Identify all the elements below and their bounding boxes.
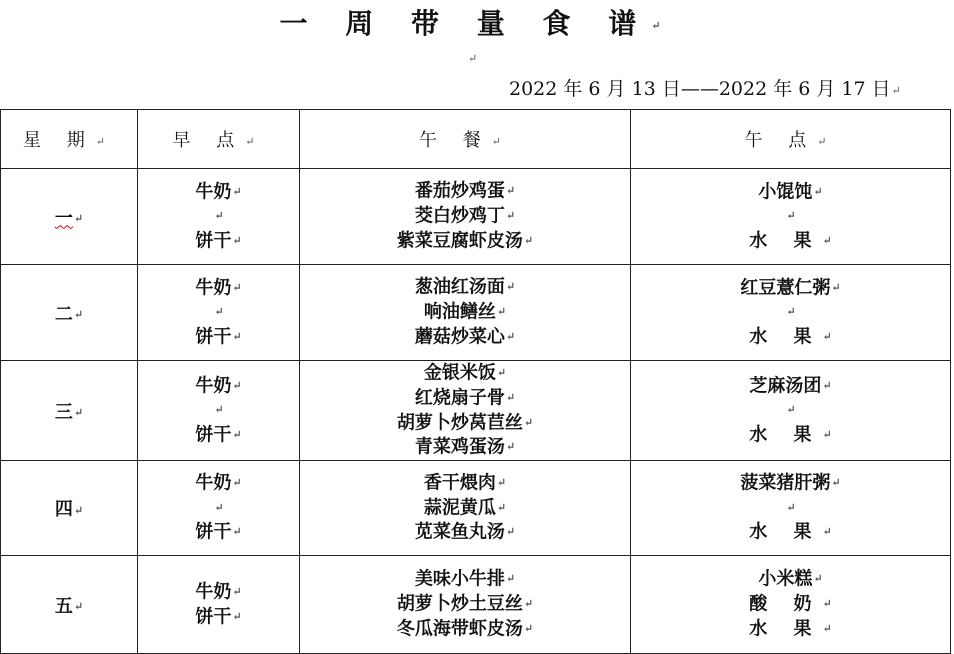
paragraph-mark-icon: ↵ [822, 378, 832, 392]
paragraph-mark-icon: ↵ [505, 525, 516, 539]
lunch-list [300, 567, 630, 641]
snack-list [631, 374, 950, 448]
paragraph-mark-icon: ↵ [73, 503, 84, 517]
paragraph-mark-icon: ↵ [822, 525, 832, 539]
lunch-item [424, 300, 506, 325]
paragraph-mark-icon: ↵ [214, 500, 224, 514]
paragraph-mark-icon: ↵ [232, 280, 242, 294]
paragraph-mark-icon: ↵ [505, 329, 516, 343]
snack-item-text: 小馄饨 [758, 180, 813, 202]
snack-item-text: 红豆薏仁粥 [740, 276, 831, 298]
lunch-cell [300, 556, 631, 654]
snack-item [749, 325, 832, 350]
breakfast-list [138, 374, 299, 448]
lunch-item [397, 229, 533, 254]
lunch-item [424, 496, 506, 521]
paragraph-mark-icon: ↵ [822, 621, 832, 635]
paragraph-mark-icon: ↵ [232, 233, 242, 247]
breakfast-item [195, 325, 241, 350]
paragraph-mark-icon: ↵ [523, 233, 534, 247]
lunch-item-text: 胡萝卜炒莴苣丝 [396, 411, 523, 433]
breakfast-cell [138, 556, 300, 654]
paragraph-mark-icon: ↵ [73, 600, 84, 613]
snack-item [740, 471, 840, 496]
paragraph-mark-icon: ↵ [491, 134, 511, 148]
snack-list [631, 180, 950, 254]
date-range-text: 2022 年 6 月 13 日——2022 年 6 月 17 日 [509, 78, 891, 100]
breakfast-item-text: 饼干 [195, 230, 232, 251]
day-cell [1, 169, 138, 265]
snack-cell [631, 556, 951, 654]
lunch-item-text: 响油鳝丝 [423, 301, 496, 323]
breakfast-item [195, 605, 241, 630]
snack-cell [631, 169, 951, 265]
day-cell [1, 556, 138, 654]
breakfast-cell [138, 169, 300, 265]
breakfast-item-text: 牛奶 [195, 581, 232, 602]
lunch-list [300, 275, 630, 349]
paragraph-mark-icon: ↵ [496, 475, 507, 489]
paragraph-mark-icon: ↵ [232, 329, 242, 343]
breakfast-list [138, 471, 299, 545]
day-label: 三 [54, 401, 73, 423]
snack-item-text: 芝麻汤团 [749, 374, 822, 396]
breakfast-item [213, 300, 223, 325]
lunch-item [415, 435, 515, 460]
lunch-item [397, 411, 533, 436]
lunch-list [300, 361, 630, 460]
date-range [509, 74, 901, 101]
breakfast-item [213, 496, 223, 521]
paragraph-mark-icon: ↵ [505, 280, 516, 294]
header-row [1, 110, 951, 169]
snack-item-text: 小米糕 [758, 568, 813, 590]
snack-item-text: 水 果 [749, 424, 822, 445]
header-cell-snack [631, 110, 951, 169]
snack-list [631, 276, 950, 350]
lunch-item [397, 592, 533, 617]
paragraph-mark-icon: ↵ [496, 366, 507, 379]
breakfast-item-text: 饼干 [195, 605, 232, 627]
page-title [0, 2, 954, 42]
snack-list [631, 471, 950, 545]
header-label: 午 点 [744, 130, 817, 151]
menu-table [0, 109, 951, 654]
lunch-item-text: 香干煨肉 [423, 472, 496, 494]
lunch-item [424, 361, 506, 386]
lunch-item-text: 蘑菇炒菜心 [414, 326, 505, 348]
breakfast-item [195, 229, 241, 254]
lunch-item [415, 386, 515, 411]
day-label: 四 [54, 499, 73, 520]
breakfast-item [195, 580, 241, 605]
breakfast-item [213, 204, 223, 229]
table-row [1, 361, 951, 461]
paragraph-mark-icon: ↵ [232, 427, 242, 441]
paragraph-mark-icon: ↵ [786, 403, 796, 417]
snack-item-text: 水 果 [749, 230, 822, 251]
lunch-item [415, 325, 515, 350]
snack-item [740, 276, 840, 301]
breakfast-item [213, 398, 223, 423]
snack-item-text: 水 果 [749, 618, 822, 640]
menu-body [1, 169, 951, 654]
lunch-item-text: 葱油红汤面 [414, 276, 505, 298]
paragraph-mark-icon: ↵ [786, 305, 796, 319]
lunch-cell [300, 461, 631, 556]
breakfast-cell [138, 361, 300, 461]
snack-list [631, 567, 950, 641]
paragraph-mark-icon: ↵ [505, 440, 516, 454]
breakfast-item [195, 180, 241, 205]
lunch-item-text: 美味小牛排 [414, 568, 505, 590]
lunch-item [397, 617, 533, 642]
paragraph-mark-icon: ↵ [496, 500, 507, 514]
lunch-item [415, 567, 515, 592]
paragraph-mark-icon: ↵ [232, 609, 242, 623]
breakfast-list [138, 180, 299, 254]
snack-item [749, 423, 832, 448]
breakfast-item [195, 471, 241, 496]
paragraph-mark-icon: ↵ [214, 305, 224, 319]
paragraph-mark-icon: ↵ [822, 597, 832, 611]
snack-cell [631, 361, 951, 461]
lunch-item-text: 苋菜鱼丸汤 [414, 521, 505, 543]
paragraph-mark-icon: ↵ [95, 134, 115, 148]
day-cell [1, 265, 138, 361]
lunch-item-text: 冬瓜海带虾皮汤 [396, 618, 523, 640]
lunch-list [300, 471, 630, 545]
breakfast-item-text: 牛奶 [195, 472, 232, 494]
paragraph-mark-icon: ↵ [232, 378, 242, 392]
day-cell [1, 461, 138, 556]
paragraph-mark-icon: ↵ [214, 403, 224, 417]
snack-cell [631, 265, 951, 361]
table-row [1, 265, 951, 361]
header-cell-breakfast [138, 110, 300, 169]
paragraph-mark-icon: ↵ [73, 406, 84, 419]
paragraph-mark-icon: ↵ [214, 209, 224, 223]
snack-item [785, 398, 795, 423]
paragraph-mark-icon: ↵ [822, 427, 832, 441]
paragraph-mark-icon: ↵ [822, 233, 832, 247]
snack-cell [631, 461, 951, 556]
breakfast-item [195, 423, 241, 448]
day-label: 一 [54, 207, 73, 229]
lunch-item-text: 青菜鸡蛋汤 [414, 436, 505, 458]
paragraph-mark-icon: ↵ [786, 209, 796, 223]
table-row [1, 169, 951, 265]
snack-item-text: 菠菜猪肝粥 [740, 472, 831, 494]
header-cell-day [1, 110, 138, 169]
breakfast-item-text: 饼干 [195, 521, 232, 543]
lunch-cell [300, 361, 631, 461]
snack-item [758, 567, 822, 592]
paragraph-mark-icon: ↵ [817, 134, 837, 148]
snack-item [749, 617, 832, 642]
day-label: 五 [54, 595, 73, 617]
breakfast-item-text: 牛奶 [195, 276, 232, 298]
title-text: 一 周 带 量 食 谱 [279, 7, 651, 40]
lunch-item-text: 金银米饭 [423, 362, 496, 384]
header-label: 早 点 [172, 130, 245, 151]
paragraph-mark-icon: ↵ [232, 184, 242, 198]
paragraph-mark-icon: ↵ [813, 184, 823, 198]
paragraph-mark-icon: ↵ [523, 415, 534, 429]
snack-item [758, 180, 822, 205]
paragraph-mark-icon: ↵ [786, 500, 796, 514]
day-label: 二 [54, 303, 73, 325]
snack-item [785, 300, 795, 325]
breakfast-list [138, 580, 299, 630]
paragraph-mark-icon: ↵ [232, 584, 242, 598]
day-cell [1, 361, 138, 461]
snack-item [749, 592, 832, 617]
breakfast-item [195, 276, 241, 301]
lunch-item-text: 紫菜豆腐虾皮汤 [396, 230, 523, 252]
paragraph-mark-icon: ↵ [245, 134, 265, 148]
lunch-item [415, 520, 515, 545]
paragraph-mark-icon: ↵ [73, 308, 84, 321]
paragraph-mark-icon: ↵ [232, 525, 242, 539]
paragraph-mark-icon: ↵ [651, 19, 675, 32]
snack-item [785, 496, 795, 521]
breakfast-item [195, 374, 241, 399]
breakfast-list [138, 276, 299, 350]
lunch-cell [300, 265, 631, 361]
paragraph-mark-icon: ↵ [831, 476, 841, 489]
breakfast-item-text: 牛奶 [195, 180, 232, 202]
table-row [1, 461, 951, 556]
breakfast-item-text: 牛奶 [195, 374, 232, 396]
lunch-cell [300, 169, 631, 265]
snack-item-text: 酸 奶 [749, 593, 822, 615]
breakfast-item-text: 饼干 [195, 326, 232, 347]
lunch-item-text: 番茄炒鸡蛋 [414, 180, 505, 202]
lunch-item [415, 204, 515, 229]
lunch-item-text: 胡萝卜炒土豆丝 [396, 593, 523, 615]
lunch-item [415, 179, 515, 204]
lunch-item-text: 蒜泥黄瓜 [423, 496, 496, 518]
paragraph-mark-icon: ↵ [822, 329, 832, 343]
snack-item-text: 水 果 [749, 326, 822, 347]
paragraph-mark-icon: ↵ [73, 212, 84, 225]
lunch-item [415, 275, 515, 300]
breakfast-item-text: 饼干 [195, 424, 232, 445]
header-cell-lunch [300, 110, 631, 169]
snack-item-text: 水 果 [749, 521, 822, 543]
snack-item [749, 374, 831, 399]
breakfast-item [195, 520, 241, 545]
paragraph-mark-icon: ↵ [891, 83, 901, 97]
paragraph-mark-icon: ↵ [232, 476, 242, 489]
paragraph-mark-icon: ↵ [505, 572, 516, 586]
paragraph-mark-icon: ↵ [523, 597, 534, 611]
lunch-list [300, 179, 630, 253]
paragraph-mark-icon: ↵ [468, 52, 478, 65]
table-row [1, 556, 951, 654]
breakfast-cell [138, 461, 300, 556]
paragraph-mark-icon: ↵ [505, 184, 516, 198]
header-label: 午 餐 [419, 130, 491, 151]
snack-item [749, 520, 832, 545]
paragraph-mark-icon: ↵ [496, 305, 507, 319]
lunch-item-text: 红烧扇子骨 [414, 387, 505, 408]
breakfast-cell [138, 265, 300, 361]
lunch-item [424, 471, 506, 496]
paragraph-mark-icon: ↵ [523, 621, 534, 635]
lunch-item-text: 茭白炒鸡丁 [414, 205, 505, 227]
paragraph-mark-icon: ↵ [505, 390, 516, 404]
snack-item [785, 204, 795, 229]
paragraph-mark-icon: ↵ [813, 572, 823, 586]
paragraph-mark-icon: ↵ [505, 209, 516, 223]
paragraph-mark-icon: ↵ [831, 280, 841, 294]
header-label: 星 期 [23, 130, 95, 151]
snack-item [749, 229, 832, 254]
